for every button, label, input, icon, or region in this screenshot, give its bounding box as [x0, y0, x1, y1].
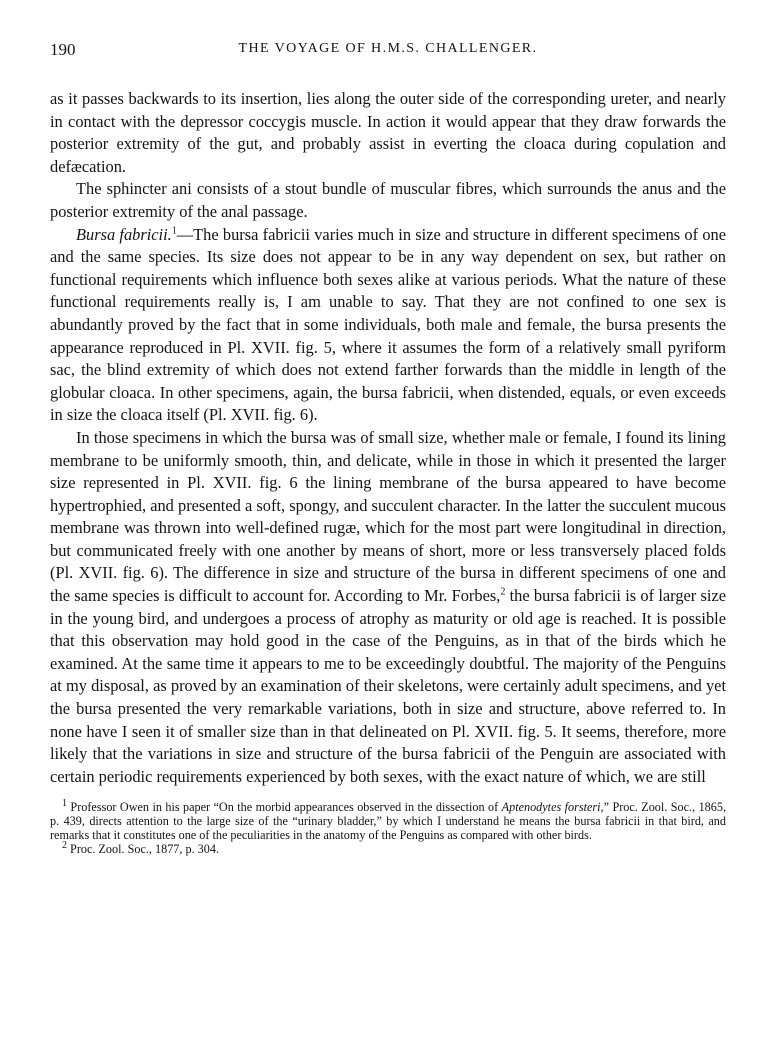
footnote-2-text: Proc. Zool. Soc., 1877, p. 304.: [67, 842, 219, 857]
section-heading: Bursa fabricii.: [76, 224, 172, 244]
body-text: [50, 88, 726, 788]
running-title: THE VOYAGE OF H.M.S. CHALLENGER.: [238, 41, 538, 56]
footnote-1: [50, 800, 726, 842]
document-page: [50, 40, 726, 856]
footnote-ref-1: 1: [171, 225, 177, 237]
paragraph-text-part1: In those specimens in which the bursa was of small size, whether male or female, I found its lining membrane to be uniformly smooth, thin, and delicate, while in those in which it presented the larger size represented in Pl. XVII. fig. 6 the lining membrane of the bursa appeared to have become hypertrophied, and presented a soft, spongy, and succulent character. In the latter the succulent mucous membrane was thrown into well-defined rugæ, which for the most part were longitudinal in direction, but communicated freely with one another by means of short, more or less transversely placed folds (Pl. XVII. fig. 6). The difference in size and structure of the bursa in different specimens of one and the same species is difficult to account for. According to Mr. Forbes,: [50, 427, 726, 606]
footnote-1-mark: 1: [62, 798, 67, 810]
paragraph-sphincter-ani: The sphincter ani consists of a stout bundle of muscular fibres, which surrounds the anus and the posterior extremity of the anal passage.: [50, 179, 726, 221]
footnote-2: [50, 842, 726, 856]
footnotes: [50, 800, 726, 856]
paragraph-bursa-fabricii: [50, 224, 726, 427]
paragraph-text: —The bursa fabricii varies much in size and structure in different specimens of one and the same species. Its size does not appear to be in any way dependent on sex, but rather on functional requirements which influence both sexes alike at various periods. What the nature of these functional requirements really is, I am unable to say. That they are not confined to one sex is abundantly proved by the fact that in some individuals, both male and female, the bursa presents the appearance reproduced in Pl. XVII. fig. 5, where it assumes the form of a relatively small pyriform sac, the blind extremity of which does not extend farther forwards than the middle in length of the globular cloaca. In other specimens, again, the bursa fabricii, when distended, equals, or even exceeds in size the cloaca itself (Pl. XVII. fig. 6).: [50, 224, 726, 425]
page-number: 190: [50, 40, 76, 59]
paragraph-bursa-specimens: [50, 427, 726, 789]
paragraph-text-part2: the bursa fabricii is of larger size in the young bird, and undergoes a process of atrophy as maturity or old age is reached. It is possible that this observation may hold good in the case of the Penguins, as in that of the birds which he examined. At the same time it appears to me to be exceedingly doubtful. The majority of the Penguins at my disposal, as proved by an examination of their skeletons, were certainly adult specimens, and yet the bursa presented the very remarkable variations, both in size and structure, above referred to. In none have I seen it of smaller size than in that delineated on Pl. XVII. fig. 5. It seems, therefore, more likely that the variations in size and structure of the bursa fabricii of the Penguin are associated with certain periodic requirements experienced by both sexes, with the exact nature of which, we are still: [50, 586, 726, 786]
footnote-2-mark: 2: [62, 840, 67, 852]
paragraph-continuation: as it passes backwards to its insertion, lies along the outer side of the corresponding ureter, and nearly in contact with the depressor coccygis muscle. In action it would appear that they draw forwards the posterior extremity of the gut, and probably assist in everting the cloaca during copulation and defæcation.: [50, 89, 726, 176]
footnote-1-text-a: Professor Owen in his paper “On the morbid appearances observed in the dissection of: [67, 800, 502, 815]
footnote-ref-2: 2: [500, 586, 506, 598]
footnote-1-species: Aptenodytes forsteri,: [501, 800, 604, 815]
running-head: [50, 40, 726, 66]
footnote-1-text-b: ” Proc. Zool. Soc., 1865, p. 439, directs attention to the large size of the “urinary bladder,” by which I understand he means the bursa fabricii in that bird, and remarks that it constitutes one of the peculiarities in the anatomy of the Penguins as compared with other birds.: [50, 800, 726, 843]
